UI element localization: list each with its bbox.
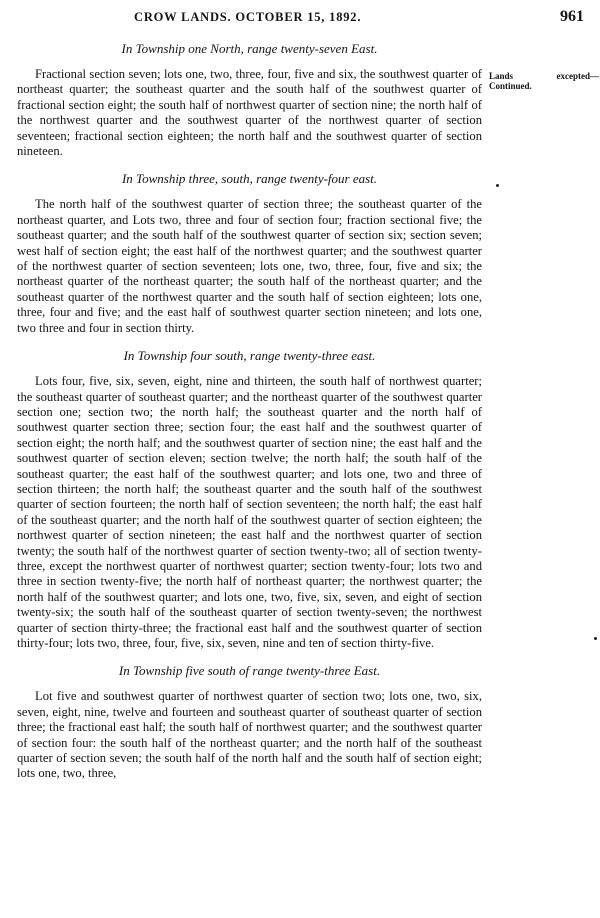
margin-note-line-1: Lands excepted— <box>489 71 599 81</box>
section-heading: In Township one North, range twenty-seven East. <box>121 41 378 56</box>
page-body <box>17 40 482 793</box>
running-title: CROW LANDS. OCTOBER 15, 1892. <box>134 10 362 24</box>
running-head <box>0 8 600 28</box>
margin-note-line-2: Continued. <box>489 81 532 91</box>
section-paragraph: Fractional section seven; lots one, two, three, four, five and six, the southwest quarter of northeast quarter; the southeast quarter and the south half of the southwest quarter of fractional section eight; the south half of northwest quarter of section nine; the north half of the northwest quarter and the southwest quarter of the northwest quarter of section seventeen; fractional section eighteen; the north half and the southwest quarter of section nineteen. <box>17 67 482 159</box>
section-paragraph: Lot five and southwest quarter of northwest quarter of section two; lots one, two, six, seven, eight, nine, twelve and fourteen and southeast quarter of southeast quarter of section three; the fractional east half; the south half of northwest quarter; and the southwest quarter of section four: the south half of the northeast quarter; and the north half of the southeast quarter of section seven; the south half of the north half and the south half of section eight; lots one, two, three, <box>17 689 482 781</box>
township-section-1 <box>17 40 482 159</box>
section-heading: In Township four south, range twenty-three east. <box>123 348 376 364</box>
section-paragraph: Lots four, five, six, seven, eight, nine and thirteen, the south half of northwest quarter; the southeast quarter of southeast quarter; and the northeast quarter of the southwest quarter section one; section two; the north half; the southeast quarter and the north half of southwest quarter section three; section four; the east half and the southwest quarter of section eight; the north half; and the southwest quarter of section nine; the east half and the southwest quarter of section eleven; section twelve; the north half; the south half of the southeast quarter; the east half of the southwest quarter; and lots one, two and three of section thirteen; the north half; the southeast quarter and the south half of the southwest quarter of section fourteen; the north half of section seventeen; the north half; the east half of the southeast quarter; and the north half of the southwest quarter of section eighteen; the northwest quarter of section nineteen; the east half and the northwest quarter of section twenty; the south half of the northwest quarter of section twenty-two; all of section twenty-three, except the northwest quarter of northwest quarter; section twenty-four; lots two and three in section twenty-five; the north half of northeast quarter; the northwest quarter; the north half of the southwest quarter; and lots one, two, five, six, seven, and eight of section twenty-six; the south half of the southeast quarter of section twenty-seven; the northwest quarter of section thirty-three; the fractional east half and the southwest quarter of section thirty-four; lots two, three, four, five, six, seven, nine and ten of section thirty-five. <box>17 374 482 650</box>
section-heading: In Township five south of range twenty-three East. <box>118 663 381 679</box>
township-section-3 <box>17 347 482 651</box>
section-paragraph: The north half of the southwest quarter of section three; the southeast quarter of the northeast quarter, and Lots two, three and four of section four; fraction sectional five; the southeast quarter; and the south half of the southwest quarter of section six; section seven; west half of section eight; the east half of the northwest quarter; and the southwest quarter of the northwest quarter of section seventeen; lots one, two, three, four, five and six; the northeast quarter of the northeast quarter; the south half of the northeast quarter; and the southeast quarter of the northwest quarter and the south half of section eighteen; lots one, three, four and five; and the east half of southwest quarter section nineteen; and lots one, two three and four in section thirty. <box>17 197 482 335</box>
section-heading: In Township three, south, range twenty-four east. <box>121 171 378 187</box>
page-number: 961 <box>560 8 584 25</box>
township-section-4 <box>17 662 482 781</box>
margin-note <box>489 71 599 91</box>
township-section-2 <box>17 170 482 336</box>
print-speck <box>496 184 499 187</box>
print-speck <box>594 637 597 640</box>
